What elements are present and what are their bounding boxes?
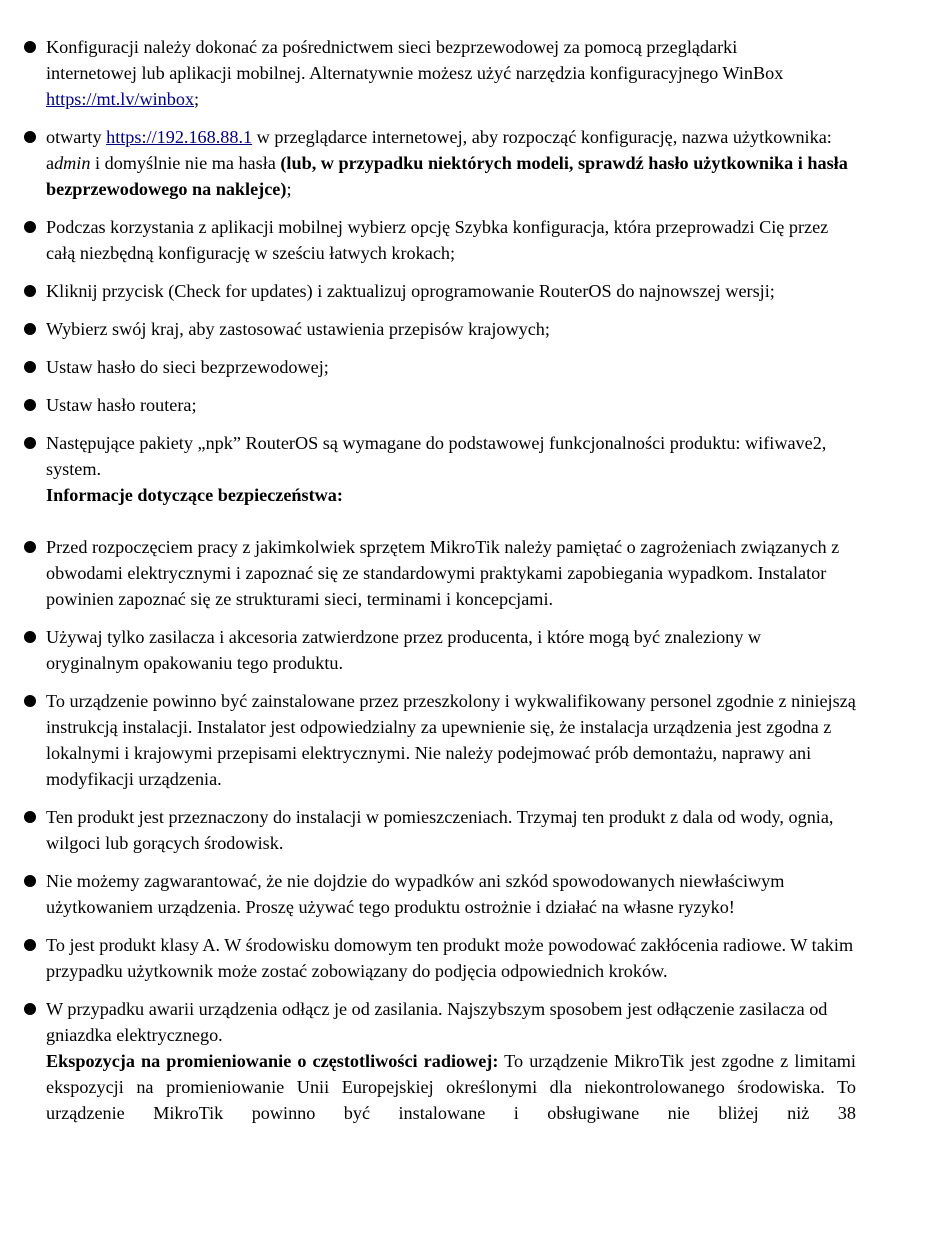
bullet-icon xyxy=(24,875,36,887)
list-item-text: Ten produkt jest przeznaczony do instalacji w pomieszczeniach. Trzymaj ten produkt z dala od wody, ognia, wilgoci lub gorących środowisk. xyxy=(46,807,834,853)
list-item xyxy=(0,430,858,508)
list-item-text: Używaj tylko zasilacza i akcesoria zatwierdzone przez producenta, i które mogą być znaleziony w oryginalnym opakowaniu tego produktu. xyxy=(46,627,762,673)
bullet-icon xyxy=(24,811,36,823)
list-item-text: otwarty xyxy=(46,127,107,147)
list-item xyxy=(0,624,858,676)
rf-exposure-text: To urządzenie MikroTik jest zgodne z limitami ekspozycji na promieniowanie Unii Europejskiej określonymi dla niekontrolowanego środowiska. To urządzenie MikroTik powinno być instalowane i obsługiwane nie bliżej niż 38 xyxy=(46,1051,856,1123)
router-address-link[interactable]: https://192.168.88.1 xyxy=(106,127,253,147)
list-item xyxy=(0,392,858,418)
list-item xyxy=(0,868,858,920)
list-item xyxy=(0,214,858,266)
list-item-text: ; xyxy=(194,89,200,109)
list-item-text: ; xyxy=(286,179,292,199)
list-item-text: Konfiguracji należy dokonać za pośrednictwem sieci bezprzewodowej za pomocą przeglądarki internetowej lub aplikacji mobilnej. Alternatywnie możesz użyć narzędzia konfiguracyjnego WinBox xyxy=(46,37,784,83)
bullet-icon xyxy=(24,399,36,411)
list-item xyxy=(0,354,858,380)
list-item-text: To jest produkt klasy A. W środowisku domowym ten produkt może powodować zakłócenia radiowe. W takim przypadku użytkownik może zostać zobowiązany do podjęcia odpowiednich kroków. xyxy=(46,935,854,981)
winbox-link[interactable]: https://mt.lv/winbox xyxy=(46,89,195,109)
bullet-icon xyxy=(24,131,36,143)
list-item-text: Ustaw hasło do sieci bezprzewodowej; xyxy=(46,357,329,377)
list-item-text: To urządzenie powinno być zainstalowane przez przeszkolony i wykwalifikowany personel zgodnie z niniejszą instrukcją instalacji. Instalator jest odpowiedzialny za upewnienie się, że instalacja urządzenia jest zgodna z lokalnymi i krajowymi przepisami elektrycznymi. Nie należy podejmować prób demontażu, naprawy ani modyfikacji urządzenia. xyxy=(46,691,856,789)
list-item xyxy=(0,996,858,1126)
list-item-text: Podczas korzystania z aplikacji mobilnej wybierz opcję Szybka konfiguracja, która przeprowadzi Cię przez całą niezbędną konfigurację w sześciu łatwych krokach; xyxy=(46,217,829,263)
list-item-text: Następujące pakiety „npk” RouterOS są wymagane do podstawowej funkcjonalności produktu: wifiwave2, system. xyxy=(46,433,827,479)
list-item xyxy=(0,804,858,856)
list-item xyxy=(0,34,806,112)
list-item xyxy=(0,124,858,202)
bullet-icon xyxy=(24,695,36,707)
list-item-text: W przypadku awarii urządzenia odłącz je od zasilania. Najszybszym sposobem jest odłączenie zasilacza od gniazdka elektrycznego. xyxy=(46,999,828,1045)
document-page xyxy=(0,34,950,1138)
bullet-icon xyxy=(24,437,36,449)
list-item-text: Ustaw hasło routera; xyxy=(46,395,197,415)
username-italic: dmin xyxy=(54,153,91,173)
bullet-icon xyxy=(24,323,36,335)
setup-instructions-list xyxy=(0,34,950,508)
list-item-text: w przeglądarce internetowej, aby rozpocząć konfigurację, nazwa użytkownika: a xyxy=(46,127,832,173)
sticker-note: (lub, w przypadku niektórych modeli, sprawdź hasło użytkownika i hasła bezprzewodowego na naklejce) xyxy=(46,153,848,199)
rf-exposure-title: Ekspozycja na promieniowanie o częstotliwości radiowej: xyxy=(46,1051,499,1071)
list-item-text: Wybierz swój kraj, aby zastosować ustawienia przepisów krajowych; xyxy=(46,319,550,339)
bullet-icon xyxy=(24,361,36,373)
bullet-icon xyxy=(24,221,36,233)
list-item-text: Nie możemy zagwarantować, że nie dojdzie do wypadków ani szkód spowodowanych niewłaściwym użytkowaniem urządzenia. Proszę używać tego produktu ostrożnie i działać na własne ryzyko! xyxy=(46,871,785,917)
safety-list xyxy=(0,534,950,1126)
bullet-icon xyxy=(24,285,36,297)
list-item xyxy=(0,316,858,342)
bullet-icon xyxy=(24,631,36,643)
bullet-icon xyxy=(24,541,36,553)
list-item xyxy=(0,278,858,304)
list-item xyxy=(0,932,858,984)
list-item-text: Przed rozpoczęciem pracy z jakimkolwiek sprzętem MikroTik należy pamiętać o zagrożeniach związanych z obwodami elektrycznymi i zapoznać się ze standardowymi praktykami zapobiegania wypadkom. Instalator powinien zapoznać się ze strukturami sieci, terminami i koncepcjami. xyxy=(46,537,840,609)
bullet-icon xyxy=(24,41,36,53)
list-item-text: Kliknij przycisk (Check for updates) i zaktualizuj oprogramowanie RouterOS do najnowszej wersji; xyxy=(46,281,775,301)
bullet-icon xyxy=(24,1003,36,1015)
list-item-text: i domyślnie nie ma hasła xyxy=(90,153,281,173)
safety-heading: Informacje dotyczące bezpieczeństwa: xyxy=(46,485,343,505)
rf-exposure-paragraph xyxy=(46,1048,856,1126)
list-item xyxy=(0,688,858,792)
list-item xyxy=(0,534,858,612)
bullet-icon xyxy=(24,939,36,951)
